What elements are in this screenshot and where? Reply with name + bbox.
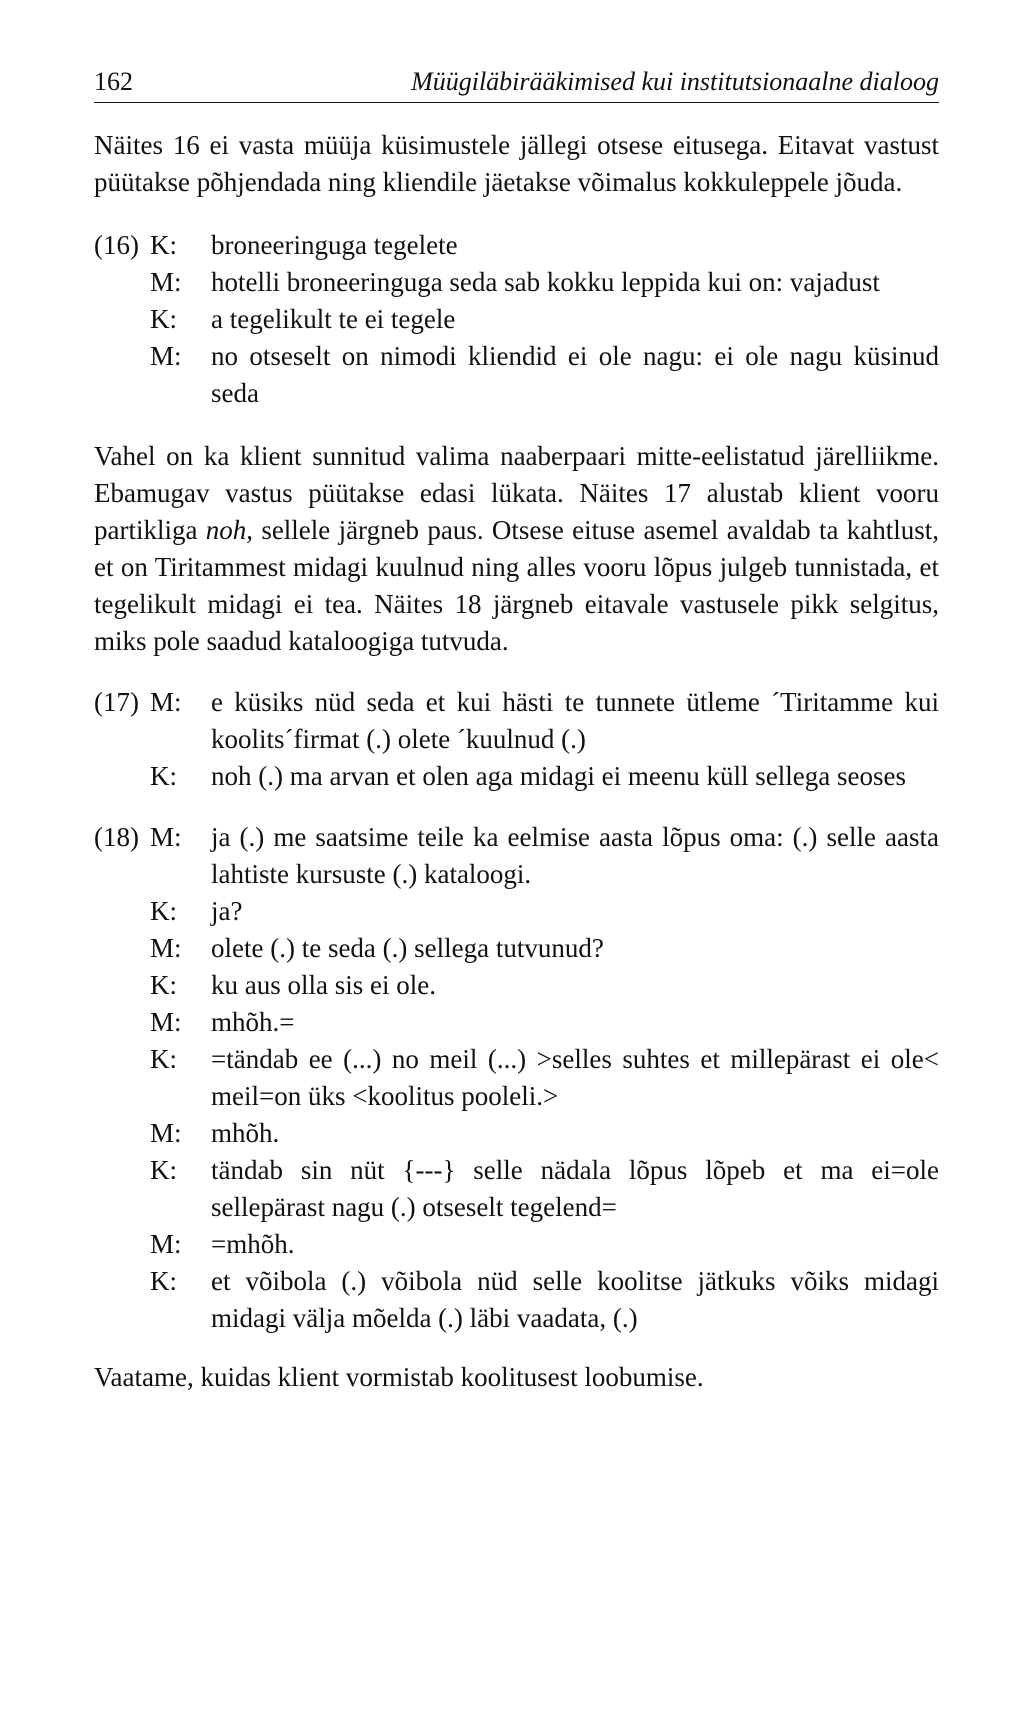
utterance: noh (.) ma arvan et olen aga midagi ei meenu küll sellega seoses (211, 761, 907, 791)
speaker-label: K: (150, 1266, 177, 1296)
page-header (94, 66, 939, 103)
utterance: ja (.) me saatsime teile ka eelmise aasta lõpus oma: (.) selle aasta lahtiste kursuste (.) kataloogi. (211, 822, 939, 889)
paragraph-text: sellele järgneb paus. Otsese eituse asemel avaldab ta kahtlust, et on Tiritammest midagi kuulnud ning alles vooru lõpus julgeb tunnistada, et tegelikult midagi ei tea. Näites 18 järgneb eitavale vastusele pikk selgitus, miks pole saadud kataloogiga tutvuda. (94, 515, 939, 656)
dialogue-turn (94, 1226, 939, 1263)
utterance: no otseselt on nimodi kliendid ei ole nagu: ei ole nagu küsinud seda (211, 341, 939, 408)
speaker-label: K: (150, 1044, 177, 1074)
speaker-label: K: (150, 761, 177, 791)
example-number: (17) (94, 687, 139, 717)
example-18 (94, 819, 939, 1337)
speaker-label: M: (150, 341, 182, 371)
dialogue-turn (94, 1115, 939, 1152)
speaker-label: K: (150, 896, 177, 926)
paragraph-intro-example-16: Näites 16 ei vasta müüja küsimustele jällegi otsese eitusega. Eitavat vastust püütakse põhjendada ning kliendile jäetakse võimalus kokkuleppele jõuda. (94, 130, 939, 197)
utterance: hotelli broneeringuga seda sab kokku leppida kui on: vajadust (211, 267, 880, 297)
italic-term: noh, (205, 515, 254, 545)
dialogue-turn (94, 227, 939, 264)
dialogue-turn (94, 893, 939, 930)
speaker-label: K: (150, 304, 177, 334)
dialogue-turn (94, 930, 939, 967)
book-page (94, 66, 939, 1396)
speaker-label: M: (150, 687, 182, 717)
dialogue-turn (94, 264, 939, 301)
paragraph-text: Vahel on ka klient sunnitud valima naaberpaari mitte-eelistatud järelliikme. Ebamugav vastus püütakse edasi lükata. Näites 17 alustab klient vooru partikliga (94, 441, 939, 545)
paragraph-closing: Vaatame, kuidas klient vormistab koolitusest loobumise. (94, 1362, 704, 1392)
dialogue-turn (94, 684, 939, 758)
dialogue-turn (94, 819, 939, 893)
utterance: a tegelikult te ei tegele (211, 304, 456, 334)
running-title: Müügiläbirääkimised kui institutsionaalne dialoog (411, 67, 939, 96)
page-number: 162 (94, 67, 133, 96)
example-16 (94, 227, 939, 412)
dialogue-turn (94, 1152, 939, 1226)
speaker-label: M: (150, 267, 182, 297)
dialogue-turn (94, 338, 939, 412)
example-number: (16) (94, 230, 139, 260)
dialogue-turn (94, 1004, 939, 1041)
utterance: broneeringuga tegelete (211, 230, 458, 260)
speaker-label: M: (150, 1118, 182, 1148)
utterance: =tändab ee (...) no meil (...) >selles suhtes et millepärast ei ole< meil=on üks <koolitus pooleli.> (211, 1044, 939, 1111)
utterance: ja? (211, 896, 243, 926)
dialogue-turn (94, 1041, 939, 1115)
speaker-label: K: (150, 1155, 177, 1185)
speaker-label: M: (150, 822, 182, 852)
speaker-label: M: (150, 1007, 182, 1037)
example-number: (18) (94, 822, 139, 852)
utterance: olete (.) te seda (.) sellega tutvunud? (211, 933, 604, 963)
example-17 (94, 684, 939, 795)
utterance: mhõh. (211, 1118, 280, 1148)
utterance: et võibola (.) võibola nüd selle koolitse jätkuks võiks midagi midagi välja mõelda (.) läbi vaadata, (.) (211, 1266, 939, 1333)
utterance: tändab sin nüt {---} selle nädala lõpus lõpeb et ma ei=ole sellepärast nagu (.) otseselt tegelend= (211, 1155, 939, 1222)
utterance: =mhõh. (211, 1229, 295, 1259)
utterance: e küsiks nüd seda et kui hästi te tunnete ütleme ´Tiritamme kui koolits´firmat (.) olete ´kuulnud (.) (211, 687, 939, 754)
speaker-label: K: (150, 230, 177, 260)
speaker-label: M: (150, 1229, 182, 1259)
paragraph-discussion (94, 438, 939, 660)
dialogue-turn (94, 967, 939, 1004)
utterance: ku aus olla sis ei ole. (211, 970, 436, 1000)
dialogue-turn (94, 758, 939, 795)
dialogue-turn (94, 301, 939, 338)
speaker-label: M: (150, 933, 182, 963)
speaker-label: K: (150, 970, 177, 1000)
dialogue-turn (94, 1263, 939, 1337)
utterance: mhõh.= (211, 1007, 295, 1037)
